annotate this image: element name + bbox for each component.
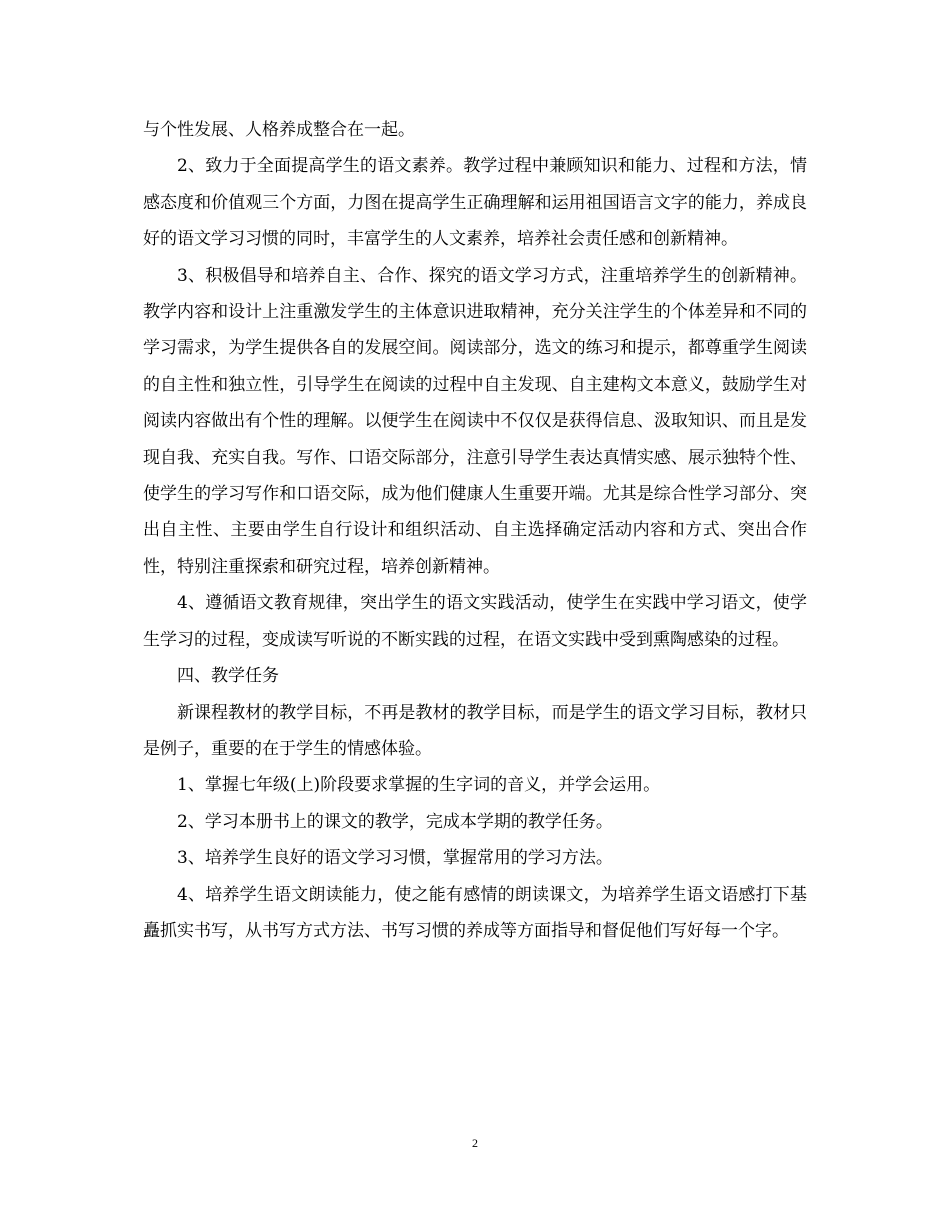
document-body xyxy=(143,112,807,949)
paragraph-continuation: 与个性发展、人格养成整合在一起。 xyxy=(143,120,415,140)
paragraph-point-3-learning-methods: 3、积极倡导和培养自主、合作、探究的语文学习方式，注重培养学生的创新精神。教学内容和设计上注重激发学生的主体意识进取精神，充分关注学生的个体差异和不同的学习需求，为学生提供各自的发展空间。阅读部分，选文的练习和提示，都尊重学生阅读的自主性和独立性，引导学生在阅读的过程中自主发现、自主建构文本意义，鼓励学生对阅读内容做出有个性的理解。以便学生在阅读中不仅仅是获得信息、汲取知识、而且是发现自我、充实自我。写作、口语交际部分，注意引导学生表达真情实感、展示独特个性、使学生的学习写作和口语交际，成为他们健康人生重要开端。尤其是综合性学习部分、突出自主性、主要由学生自行设计和组织活动、自主选择确定活动内容和方式、突出合作性，特别注重探索和研究过程，培养创新精神。 xyxy=(143,265,807,577)
page-number: 2 xyxy=(472,1136,478,1150)
paragraph-point-4-practice: 4、遵循语文教育规律，突出学生的语文实践活动，使学生在实践中学习语文，使学生学习的过程，变成读写听说的不断实践的过程，在语文实践中受到熏陶感染的过程。 xyxy=(143,593,807,650)
task-item-2: 2、学习本册书上的课文的教学，完成本学期的教学任务。 xyxy=(177,811,613,832)
paragraph-teaching-goals: 新课程教材的教学目标，不再是教材的教学目标，而是学生的语文学习目标，教材只是例子，重要的在于学生的情感体验。 xyxy=(143,702,807,759)
section-heading-teaching-tasks: 四、教学任务 xyxy=(177,666,279,687)
task-item-4: 4、培养学生语文朗读能力，使之能有感情的朗读课文，为培养学生语文语感打下基矗抓实书写，从书写方式方法、书写习惯的养成等方面指导和督促他们写好每一个字。 xyxy=(143,884,807,941)
task-item-3: 3、培养学生良好的语文学习习惯，掌握常用的学习方法。 xyxy=(177,848,613,869)
paragraph-point-2-language-literacy: 2、致力于全面提高学生的语文素养。教学过程中兼顾知识和能力、过程和方法，情感态度和价值观三个方面，力图在提高学生正确理解和运用祖国语言文字的能力，养成良好的语文学习习惯的同时，丰富学生的人文素养，培养社会责任感和创新精神。 xyxy=(143,156,807,250)
task-item-1: 1、掌握七年级(上)阶段要求掌握的生字词的音义，并学会运用。 xyxy=(177,775,661,796)
